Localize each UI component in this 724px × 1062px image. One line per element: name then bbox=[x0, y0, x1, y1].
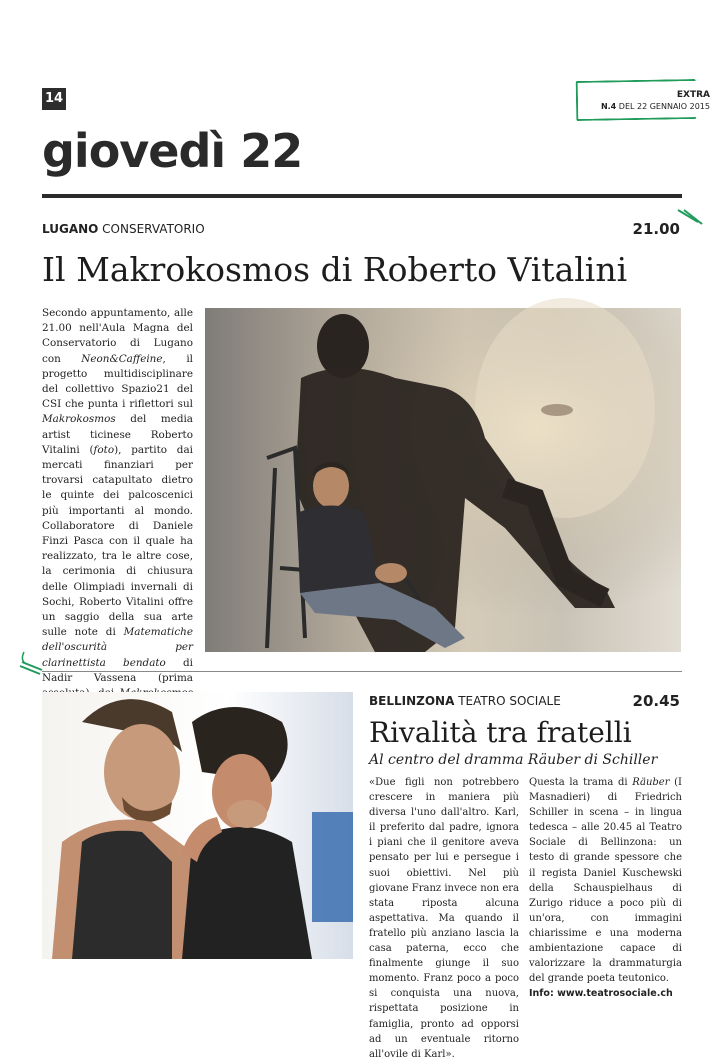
article-1-time: 21.00 bbox=[632, 220, 680, 238]
green-slash-icon bbox=[676, 208, 704, 228]
article-2-city: BELLINZONA bbox=[369, 694, 455, 708]
article-2-body-col-2-text bbox=[529, 777, 682, 984]
article-divider bbox=[42, 671, 682, 672]
italic-title: foto bbox=[93, 443, 115, 456]
article-2-body-col-2 bbox=[529, 775, 682, 1001]
performance-photo-vitalini bbox=[205, 308, 681, 652]
body-segment: (I Masnadieri) di Friedrich Schiller in scena – in lingua tedesca – alle 20.45 al Teatro Sociale di Bellinzona: un testo di grande spessore che il regista Daniel Kuschewski della Schauspielhaus di Zurigo riduce a poco più di un'ora, con immagini chiarissime e una moderna ambientazione capace di valorizzare la drammaturgia del grande poeta teutonico. bbox=[529, 777, 682, 985]
body-segment: del media artist ticinese Roberto Vitalini ( bbox=[42, 413, 193, 456]
article-2-venue: TEATRO SOCIALE bbox=[458, 694, 561, 708]
supplement-frame bbox=[576, 79, 697, 121]
article-2-time: 20.45 bbox=[632, 692, 680, 710]
issue-info bbox=[601, 102, 710, 111]
day-title: giovedì 22 bbox=[42, 124, 303, 178]
issue-number: N.4 bbox=[600, 102, 617, 111]
article-2-headline: Rivalità tra fratelli bbox=[369, 716, 632, 749]
theatre-photo-brothers bbox=[42, 692, 353, 959]
green-slash-icon bbox=[18, 648, 44, 676]
italic-title: Makrokosmos bbox=[42, 413, 116, 426]
article-2-location bbox=[369, 694, 561, 708]
body-segment: , il progetto multidisciplinare del collettivo Spazio21 del CSI che punta i riflettori sul bbox=[42, 352, 193, 411]
vitalini-photo-illustration bbox=[205, 308, 681, 652]
section-rule bbox=[42, 194, 682, 198]
article-2-body-col-1 bbox=[369, 775, 519, 1062]
italic-title: Matematiche dell'oscurità per clarinettista bendato bbox=[42, 626, 193, 669]
info-link[interactable]: Info: www.teatrosociale.ch bbox=[529, 988, 673, 1000]
article-1-headline: Il Makrokosmos di Roberto Vitalini bbox=[42, 250, 628, 289]
supplement-name: EXTRA bbox=[676, 90, 710, 100]
article-2-subhead: Al centro del dramma Räuber di Schiller bbox=[369, 752, 658, 768]
body-segment: «Due figli non potrebbero crescere in maniera più diversa l'uno dall'altro. Karl, il preferito dal padre, ignora i piani che il genitore aveva pensato per lui e persegue i suoi obiettivi. Nel più giovane Franz invece non era stata riposta alcuna aspettativa. Ma quando il fratello più anziano lascia la casa paterna, ecco che finalmente giunge il suo momento. Franz poco a poco si conquista una nuova, rispettata posizione in famiglia, pronto ad opporsi ad un eventuale ritorno all'ovile di Karl». bbox=[369, 777, 519, 1060]
body-segment: Secondo appuntamento, alle 21.00 nell'Aula Magna del Conservatorio di Lugano con bbox=[42, 307, 193, 365]
article-1-location bbox=[42, 222, 205, 236]
issue-date: DEL 22 GENNAIO 2015 bbox=[618, 102, 710, 111]
article-1-venue: CONSERVATORIO bbox=[102, 222, 205, 236]
body-segment: Questa la trama di bbox=[529, 777, 633, 788]
italic-title: Neon&Caffeine bbox=[81, 352, 163, 365]
brothers-photo-illustration bbox=[42, 692, 353, 959]
page-number: 14 bbox=[42, 88, 66, 110]
body-segment: di Nadir Vassena (prima bbox=[42, 656, 194, 684]
article-1-city: LUGANO bbox=[42, 222, 99, 236]
italic-title: Räuber bbox=[632, 777, 670, 788]
body-segment: ), partito dai mercati finanziari per trovarsi catapultato dietro le quinte dei palcoscenici più importanti al mondo. Collaboratore di Daniele Finzi Pasca con il quale ha realizzato, tra le altre cose, la cerimonia di chiusura delle Olimpiadi invernali di Sochi, Roberto Vitalini offre un saggio della sua arte sulle note di bbox=[42, 443, 193, 639]
